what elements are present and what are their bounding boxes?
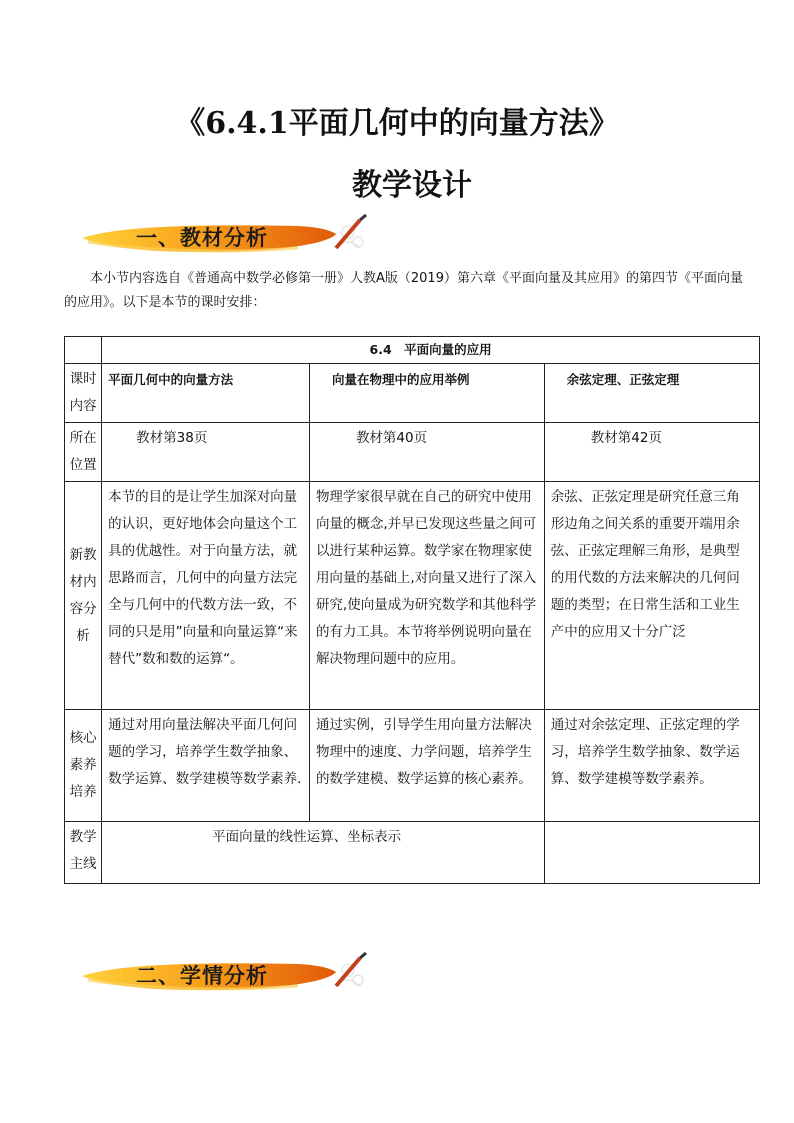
table-cell: 通过对用向量法解决平面几何问题的学习，培养学生数学抽象、数学运算、数学建模等数学素养.	[102, 710, 310, 822]
table-cell	[544, 822, 759, 884]
row-label: 核心素养培养	[65, 710, 102, 822]
table-cell: 通过对余弦定理、正弦定理的学习，培养学生数学抽象、数学运算、数学建模等数学素养。	[544, 710, 759, 822]
table-row	[65, 423, 760, 482]
table-cell: 余弦、正弦定理是研究任意三角形边角之间关系的重要开端用余弦、正弦定理解三角形，是典型的用代数的方法来解决的几何问题的类型；在日常生活和工业生产中的应用又十分广泛	[544, 482, 759, 710]
table-header-cell: 6.4 平面向量的应用	[102, 337, 760, 364]
table-cell: 物理学家很早就在自己的研究中使用向量的概念,并早已发现这些量之间可以进行某种运算。数学家在物理家使用向量的基础上,对向量又进行了深入研究,使向量成为研究数学和其他科学的有力工具。本节将举例说明向量在解决物理问题中的应用。	[309, 482, 544, 710]
section-banner-2	[78, 952, 378, 998]
table-cell: 本节的目的是让学生加深对向量的认识，更好地体会向量这个工具的优越性。对于向量方法，就思路而言，几何中的向量方法完全与几何中的代数方法一致，不同的只是用”向量和向量运算“来替代”数和数的运算“。	[102, 482, 310, 710]
table-cell: 教材第42页	[544, 423, 759, 482]
section-heading-1: 一、教材分析	[136, 225, 268, 250]
row-label: 所在位置	[65, 423, 102, 482]
table-row	[65, 710, 760, 822]
table-cell: 教材第40页	[309, 423, 544, 482]
table-cell: 教材第38页	[102, 423, 310, 482]
lesson-schedule-table	[64, 336, 760, 884]
intro-paragraph: 本小节内容选自《普通高中数学必修第一册》人教A版（2019）第六章《平面向量及其应用》的第四节《平面向量的应用》。以下是本节的课时安排：	[64, 271, 743, 310]
row-label: 教学主线	[65, 822, 102, 884]
row-label: 课时内容	[65, 364, 102, 423]
section-banner-1	[78, 214, 378, 260]
table-row	[65, 364, 760, 423]
table-cell: 向量在物理中的应用举例	[309, 364, 544, 423]
table-cell: 平面几何中的向量方法	[102, 364, 310, 423]
document-subtitle: 教学设计	[352, 168, 472, 203]
table-cell: 余弦定理、正弦定理	[544, 364, 759, 423]
table-header-row	[65, 337, 760, 364]
table-cell-mainline: 平面向量的线性运算、坐标表示	[102, 822, 545, 884]
section-heading-2: 二、学情分析	[136, 963, 268, 988]
table-corner-cell	[65, 337, 102, 364]
row-label: 新教材内容分析	[65, 482, 102, 710]
table-row	[65, 482, 760, 710]
table-row	[65, 822, 760, 884]
table-cell: 通过实例，引导学生用向量方法解决物理中的速度、力学问题，培养学生的数学建模、数学运算的核心素养。	[309, 710, 544, 822]
document-title: 《6.4.1平面几何中的向量方法》	[175, 106, 619, 141]
